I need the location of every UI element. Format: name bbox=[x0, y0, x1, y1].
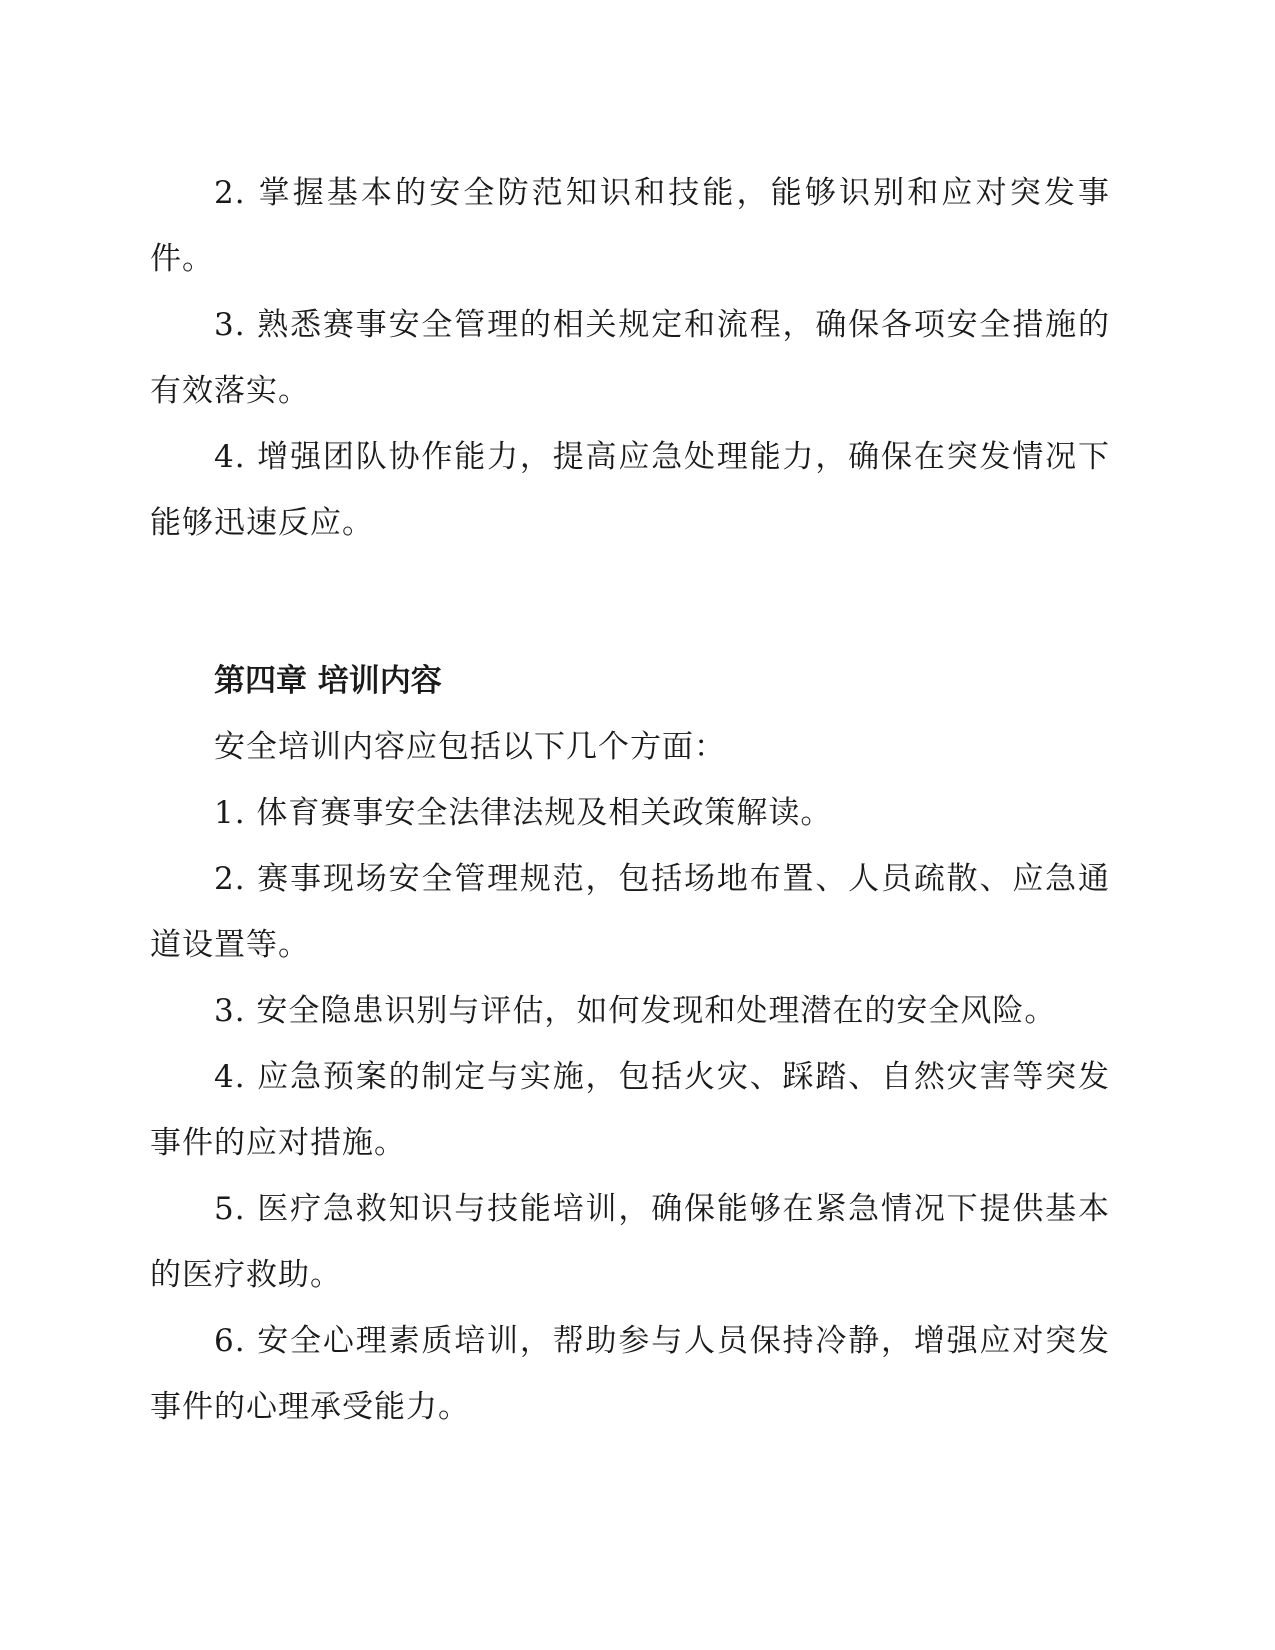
content-item-6: 6. 安全心理素质培训，帮助参与人员保持冷静，增强应对突发事件的心理承受能力。 bbox=[150, 1323, 1110, 1425]
objective-item-4: 4. 增强团队协作能力，提高应急处理能力，确保在突发情况下能够迅速反应。 bbox=[150, 439, 1110, 541]
document-page bbox=[150, 160, 1110, 1440]
content-item-4: 4. 应急预案的制定与实施，包括火灾、踩踏、自然灾害等突发事件的应对措施。 bbox=[150, 1059, 1110, 1161]
chapter-intro: 安全培训内容应包括以下几个方面： bbox=[214, 729, 726, 765]
objective-item-3: 3. 熟悉赛事安全管理的相关规定和流程，确保各项安全措施的有效落实。 bbox=[150, 307, 1110, 409]
content-item-1: 1. 体育赛事安全法律法规及相关政策解读。 bbox=[214, 795, 833, 831]
chapter-heading: 第四章 培训内容 bbox=[214, 663, 442, 699]
objective-item-2: 2. 掌握基本的安全防范知识和技能，能够识别和应对突发事件。 bbox=[150, 175, 1110, 277]
content-item-3: 3. 安全隐患识别与评估，如何发现和处理潜在的安全风险。 bbox=[214, 993, 1057, 1029]
content-item-2: 2. 赛事现场安全管理规范，包括场地布置、人员疏散、应急通道设置等。 bbox=[150, 861, 1110, 963]
content-item-5: 5. 医疗急救知识与技能培训，确保能够在紧急情况下提供基本的医疗救助。 bbox=[150, 1191, 1110, 1293]
